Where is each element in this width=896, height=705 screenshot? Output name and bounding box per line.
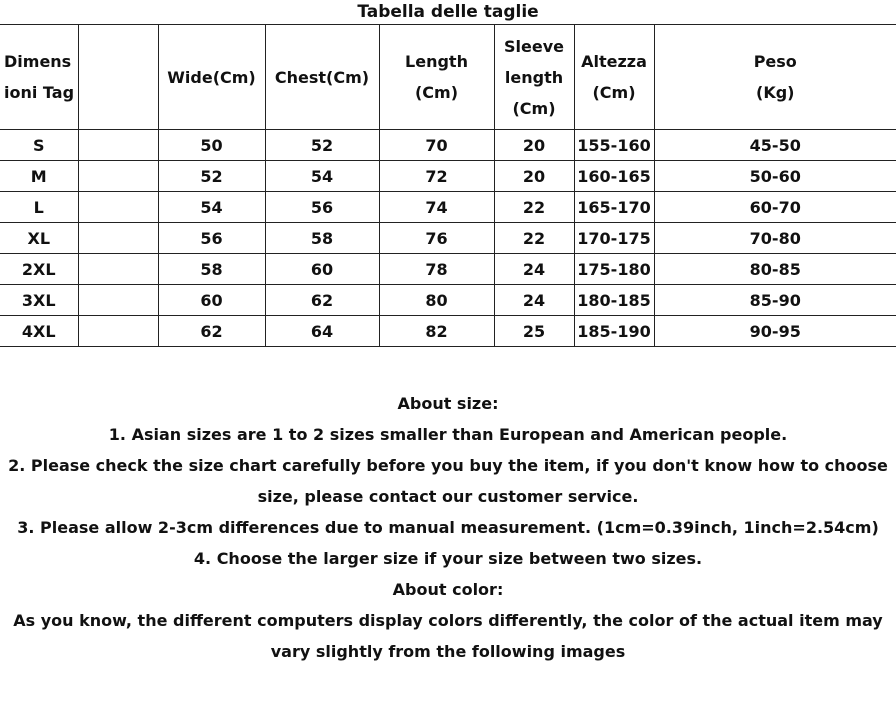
header-size-tag-line1: Dimens bbox=[4, 52, 72, 71]
header-sleeve-length bbox=[494, 25, 574, 130]
header-wide: Wide(Cm) bbox=[158, 25, 265, 130]
cell-wide: 54 bbox=[158, 192, 265, 223]
header-peso bbox=[654, 25, 896, 130]
cell-sleeve: 22 bbox=[494, 192, 574, 223]
cell-size: L bbox=[0, 192, 78, 223]
cell-altezza: 160-165 bbox=[574, 161, 654, 192]
cell-size: XL bbox=[0, 223, 78, 254]
cell-length: 76 bbox=[379, 223, 494, 254]
cell-peso: 45-50 bbox=[654, 130, 896, 161]
note-line-1: 1. Asian sizes are 1 to 2 sizes smaller than European and American people. bbox=[108, 425, 788, 444]
cell-blank bbox=[78, 161, 158, 192]
cell-altezza: 155-160 bbox=[574, 130, 654, 161]
header-altezza-line2: (Cm) bbox=[592, 83, 636, 102]
cell-sleeve: 22 bbox=[494, 223, 574, 254]
cell-altezza: 170-175 bbox=[574, 223, 654, 254]
header-altezza-line1: Altezza bbox=[581, 52, 647, 71]
note-line-2a: 2. Please check the size chart carefully before you buy the item, if you don't know how to choose bbox=[8, 456, 888, 475]
header-size-tag-line2: ioni Tag bbox=[4, 83, 75, 102]
note-line-3: 3. Please allow 2-3cm differences due to manual measurement. (1cm=0.39inch, 1inch=2.54cm) bbox=[17, 518, 879, 537]
cell-peso: 70-80 bbox=[654, 223, 896, 254]
table-row bbox=[0, 254, 896, 285]
cell-length: 82 bbox=[379, 316, 494, 347]
cell-peso: 85-90 bbox=[654, 285, 896, 316]
cell-length: 72 bbox=[379, 161, 494, 192]
cell-blank bbox=[78, 130, 158, 161]
size-table bbox=[0, 24, 896, 347]
header-altezza bbox=[574, 25, 654, 130]
cell-wide: 58 bbox=[158, 254, 265, 285]
cell-blank bbox=[78, 285, 158, 316]
cell-blank bbox=[78, 316, 158, 347]
table-row bbox=[0, 223, 896, 254]
cell-peso: 60-70 bbox=[654, 192, 896, 223]
cell-peso: 50-60 bbox=[654, 161, 896, 192]
cell-blank bbox=[78, 192, 158, 223]
about-size-heading: About size: bbox=[397, 394, 499, 413]
notes-section bbox=[0, 388, 896, 667]
cell-wide: 60 bbox=[158, 285, 265, 316]
table-row bbox=[0, 316, 896, 347]
cell-blank bbox=[78, 223, 158, 254]
cell-length: 70 bbox=[379, 130, 494, 161]
color-note-line-1: As you know, the different computers display colors differently, the color of the actual item may bbox=[13, 611, 883, 630]
cell-chest: 64 bbox=[265, 316, 379, 347]
cell-length: 78 bbox=[379, 254, 494, 285]
cell-altezza: 185-190 bbox=[574, 316, 654, 347]
cell-wide: 56 bbox=[158, 223, 265, 254]
note-line-2b: size, please contact our customer service. bbox=[257, 487, 639, 506]
cell-altezza: 165-170 bbox=[574, 192, 654, 223]
cell-altezza: 180-185 bbox=[574, 285, 654, 316]
header-sleeve-line3: (Cm) bbox=[512, 98, 556, 118]
table-row bbox=[0, 285, 896, 316]
cell-wide: 62 bbox=[158, 316, 265, 347]
cell-length: 74 bbox=[379, 192, 494, 223]
header-peso-line2: (Kg) bbox=[756, 83, 795, 102]
cell-sleeve: 20 bbox=[494, 130, 574, 161]
cell-size: S bbox=[0, 130, 78, 161]
header-length bbox=[379, 25, 494, 130]
header-sleeve-line1: Sleeve bbox=[504, 36, 564, 56]
cell-blank bbox=[78, 254, 158, 285]
cell-size: 4XL bbox=[0, 316, 78, 347]
header-length-line2: (Cm) bbox=[414, 83, 459, 102]
header-sleeve-line2: length bbox=[504, 67, 564, 87]
table-row bbox=[0, 192, 896, 223]
cell-size: M bbox=[0, 161, 78, 192]
cell-chest: 62 bbox=[265, 285, 379, 316]
header-blank bbox=[78, 25, 158, 130]
color-note-line-2: vary slightly from the following images bbox=[270, 642, 626, 661]
cell-chest: 60 bbox=[265, 254, 379, 285]
cell-wide: 52 bbox=[158, 161, 265, 192]
note-line-4: 4. Choose the larger size if your size between two sizes. bbox=[193, 549, 703, 568]
cell-sleeve: 20 bbox=[494, 161, 574, 192]
cell-wide: 50 bbox=[158, 130, 265, 161]
cell-chest: 58 bbox=[265, 223, 379, 254]
table-row bbox=[0, 161, 896, 192]
header-size-tag bbox=[0, 25, 78, 130]
cell-chest: 52 bbox=[265, 130, 379, 161]
cell-sleeve: 24 bbox=[494, 285, 574, 316]
table-row bbox=[0, 130, 896, 161]
cell-peso: 80-85 bbox=[654, 254, 896, 285]
cell-peso: 90-95 bbox=[654, 316, 896, 347]
cell-sleeve: 24 bbox=[494, 254, 574, 285]
header-row bbox=[0, 25, 896, 130]
cell-sleeve: 25 bbox=[494, 316, 574, 347]
chart-title: Tabella delle taglie bbox=[357, 2, 539, 22]
cell-chest: 54 bbox=[265, 161, 379, 192]
cell-size: 3XL bbox=[0, 285, 78, 316]
cell-chest: 56 bbox=[265, 192, 379, 223]
cell-size: 2XL bbox=[0, 254, 78, 285]
cell-altezza: 175-180 bbox=[574, 254, 654, 285]
cell-length: 80 bbox=[379, 285, 494, 316]
header-chest: Chest(Cm) bbox=[265, 25, 379, 130]
header-length-line1: Length bbox=[405, 52, 468, 71]
about-color-heading: About color: bbox=[392, 580, 504, 599]
header-peso-line1: Peso bbox=[753, 52, 797, 71]
